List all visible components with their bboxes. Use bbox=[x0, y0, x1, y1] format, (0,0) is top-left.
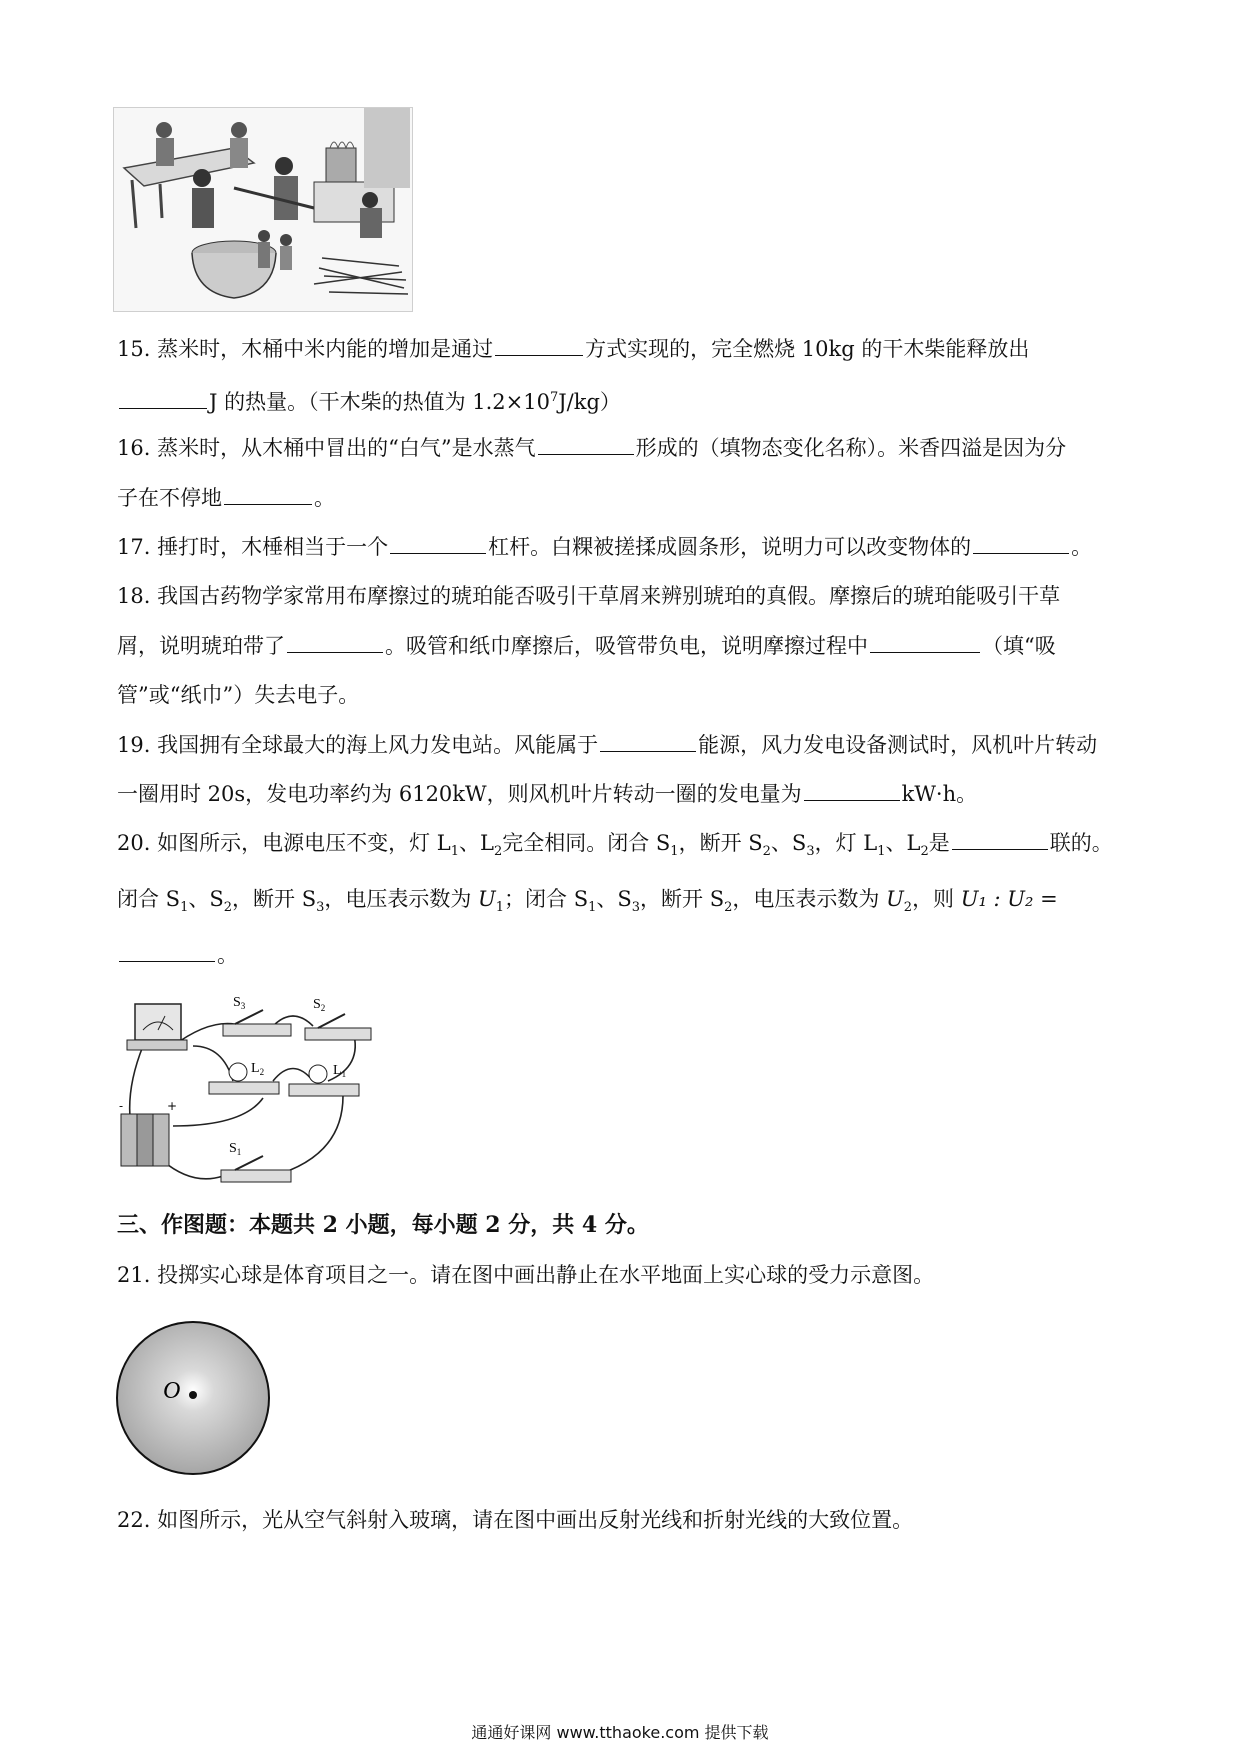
switch-s1-icon bbox=[221, 1170, 291, 1182]
q20-ratio-expression: U₁ : U₂ = bbox=[960, 887, 1058, 911]
q20-t7: 、L bbox=[885, 831, 921, 855]
q18-text-e: 管”或“纸巾”）失去电子。 bbox=[117, 683, 360, 707]
q15-text-a: 蒸米时，木桶中米内能的增加是通过 bbox=[157, 337, 494, 361]
bulb-base-l2 bbox=[209, 1082, 279, 1094]
q16-blank-2[interactable] bbox=[224, 484, 312, 505]
q20-t12: ，断开 S bbox=[232, 887, 317, 911]
q15-number: 15. bbox=[117, 337, 151, 361]
q15-text-b: 方式实现的，完全燃烧 10kg 的干木柴能释放出 bbox=[585, 337, 1030, 361]
sub-1: 1 bbox=[495, 900, 505, 916]
q20-t15: 、S bbox=[596, 887, 632, 911]
q16-text-c: 子在不停地 bbox=[117, 486, 222, 510]
label-s2: $S_2$ bbox=[313, 997, 326, 1013]
bulb-l1-icon bbox=[309, 1065, 327, 1083]
battery-minus: - bbox=[119, 1099, 124, 1113]
q20-line2 bbox=[117, 884, 1058, 923]
circuit-diagram bbox=[113, 986, 413, 1196]
q16-text-a: 蒸米时，从木桶中冒出的“白气”是水蒸气 bbox=[157, 436, 536, 460]
sub-2: 2 bbox=[762, 844, 771, 860]
q18-text-d: （填“吸 bbox=[982, 634, 1056, 658]
battery-plus: + bbox=[167, 1099, 178, 1113]
q15-line2 bbox=[117, 383, 621, 417]
u-symbol: U bbox=[886, 887, 904, 911]
q18-line1 bbox=[117, 581, 1060, 611]
q17-blank-2[interactable] bbox=[973, 533, 1069, 554]
section-3-heading: 三、作图题：本题共 2 小题，每小题 2 分，共 4 分。 bbox=[117, 1212, 649, 1238]
circuit-drawing bbox=[113, 986, 413, 1196]
q16-text-d: 。 bbox=[314, 486, 335, 510]
switch-s3-icon bbox=[223, 1024, 291, 1036]
q18-number: 18. bbox=[117, 584, 151, 608]
q18-text-b: 屑，说明琥珀带了 bbox=[117, 634, 285, 658]
q20-t14: ；闭合 S bbox=[504, 887, 589, 911]
q16-text-b: 形成的（填物态变化名称）。米香四溢是因为分 bbox=[635, 436, 1067, 460]
label-l2: $L_2$ bbox=[251, 1061, 265, 1077]
q20-t3: 完全相同。闭合 S bbox=[502, 831, 671, 855]
q17-blank-1[interactable] bbox=[390, 533, 486, 554]
q20-blank-2[interactable] bbox=[119, 941, 215, 962]
sub-2: 2 bbox=[903, 900, 913, 916]
q19-line2 bbox=[117, 779, 977, 809]
q15-text-c: J 的热量。（干木柴的热值为 1.2×10 bbox=[209, 390, 550, 414]
sub-3: 3 bbox=[806, 844, 815, 860]
q20-t6: ，灯 L bbox=[814, 831, 878, 855]
q21-number: 21. bbox=[117, 1263, 151, 1287]
ball-drawing bbox=[113, 1320, 273, 1476]
q17-number: 17. bbox=[117, 535, 151, 559]
q16-number: 16. bbox=[117, 436, 151, 460]
label-s3: $S_3$ bbox=[233, 995, 246, 1011]
ball-center-label: O bbox=[163, 1378, 181, 1404]
bulb-l2-icon bbox=[229, 1063, 247, 1081]
q22-number: 22. bbox=[117, 1508, 151, 1532]
q21-line bbox=[117, 1260, 934, 1290]
q20-t1: 如图所示，电源电压不变，灯 L bbox=[157, 831, 451, 855]
ball-figure bbox=[113, 1320, 273, 1476]
q16-line1 bbox=[117, 433, 1066, 463]
q19-text-a: 我国拥有全球最大的海上风力发电站。风能属于 bbox=[157, 733, 599, 757]
sub-2: 2 bbox=[493, 844, 503, 860]
q18-line3 bbox=[117, 680, 359, 710]
label-s1: $S_1$ bbox=[229, 1141, 242, 1157]
q19-blank-1[interactable] bbox=[600, 731, 696, 752]
q20-t19: 。 bbox=[217, 943, 238, 967]
battery-icon bbox=[121, 1114, 169, 1166]
q18-text-c: 。吸管和纸巾摩擦后，吸管带负电，说明摩擦过程中 bbox=[385, 634, 868, 658]
sub-2: 2 bbox=[724, 900, 733, 916]
u-symbol: U bbox=[478, 887, 496, 911]
q15-blank-2[interactable] bbox=[119, 388, 207, 409]
q17-text-a: 捶打时，木棰相当于一个 bbox=[157, 535, 389, 559]
q18-text-a: 我国古药物学家常用布摩擦过的琥珀能否吸引干草屑来辨别琥珀的真假。摩擦后的琥珀能吸引干草 bbox=[157, 584, 1061, 608]
q15-text-d: J/kg） bbox=[558, 390, 621, 414]
q18-line2 bbox=[117, 631, 1056, 661]
sub-2: 2 bbox=[223, 900, 233, 916]
q20-t10: 闭合 S bbox=[117, 887, 181, 911]
q19-text-b: 能源，风力发电设备测试时，风机叶片转动 bbox=[698, 733, 1098, 757]
q20-t8: 是 bbox=[928, 831, 950, 855]
q15-blank-1[interactable] bbox=[495, 335, 583, 356]
sub-1: 1 bbox=[450, 844, 459, 860]
q17-line bbox=[117, 532, 1092, 562]
rice-steaming-drawing bbox=[114, 108, 412, 311]
q20-t13: ，电压表示数为 bbox=[324, 887, 479, 911]
switch-s2-icon bbox=[305, 1028, 371, 1040]
q15-line1 bbox=[117, 334, 1029, 364]
sub-1: 1 bbox=[180, 900, 189, 916]
sub-3: 3 bbox=[631, 900, 641, 916]
bulb-base-l1 bbox=[289, 1084, 359, 1096]
q20-line3 bbox=[117, 940, 238, 970]
q20-t2: 、L bbox=[459, 831, 494, 855]
q19-text-c: 一圈用时 20s，发电功率约为 6120kW，则风机叶片转动一圈的发电量为 bbox=[117, 782, 802, 806]
q20-blank-1[interactable] bbox=[952, 829, 1048, 850]
rice-steaming-illustration bbox=[113, 107, 413, 312]
q20-t11: 、S bbox=[188, 887, 224, 911]
sub-1: 1 bbox=[670, 844, 679, 860]
q22-line bbox=[117, 1505, 913, 1535]
q22-text: 如图所示，光从空气斜射入玻璃，请在图中画出反射光线和折射光线的大致位置。 bbox=[157, 1508, 914, 1532]
q15-exponent: 7 bbox=[549, 390, 559, 405]
q18-blank-2[interactable] bbox=[870, 632, 980, 653]
q16-blank-1[interactable] bbox=[538, 434, 634, 455]
q20-number: 20. bbox=[117, 831, 151, 855]
q19-text-d: kW·h。 bbox=[901, 782, 978, 806]
q16-line2 bbox=[117, 483, 335, 513]
q17-text-b: 杠杆。白粿被搓揉成圆条形，说明力可以改变物体的 bbox=[488, 535, 972, 559]
sub-2: 2 bbox=[920, 844, 929, 860]
q20-t18: ，则 bbox=[912, 887, 955, 911]
q20-t17: ，电压表示数为 bbox=[732, 887, 887, 911]
q20-t5: 、S bbox=[770, 831, 807, 855]
q19-number: 19. bbox=[117, 733, 151, 757]
q21-text: 投掷实心球是体育项目之一。请在图中画出静止在水平地面上实心球的受力示意图。 bbox=[157, 1263, 935, 1287]
sub-1: 1 bbox=[588, 900, 597, 916]
q17-text-c: 。 bbox=[1071, 535, 1093, 559]
q20-t4: ，断开 S bbox=[678, 831, 763, 855]
label-l1: $L_1$ bbox=[333, 1063, 347, 1079]
page-footer: 通通好课网 www.tthaoke.com 提供下载 bbox=[471, 1723, 769, 1742]
q18-blank-1[interactable] bbox=[287, 632, 383, 653]
sub-3: 3 bbox=[316, 900, 325, 916]
q20-t16: ，断开 S bbox=[640, 887, 725, 911]
q20-line1 bbox=[117, 828, 1113, 867]
sub-1: 1 bbox=[877, 844, 886, 860]
q20-t9: 联的。 bbox=[1049, 831, 1113, 855]
q19-blank-2[interactable] bbox=[804, 780, 900, 801]
q19-line1 bbox=[117, 730, 1097, 760]
ball-center-dot bbox=[189, 1391, 197, 1399]
